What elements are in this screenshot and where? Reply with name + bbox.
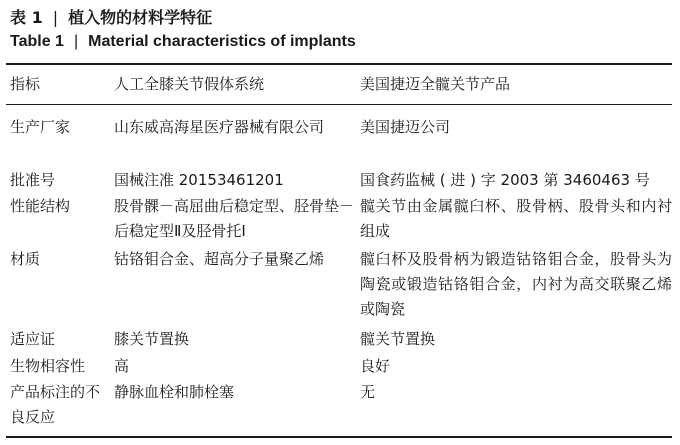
knee-value: 国械注准 20153461201 xyxy=(114,171,284,189)
table-top-rule xyxy=(6,63,672,65)
hip-value: 髋臼杯及股骨柄为锻造钴铬钼合金，股骨头为陶瓷或锻造钴铬钼合金，内衬为高交联聚乙烯或陶瓷 xyxy=(360,250,672,318)
header-hip-product: 美国捷迈全髋关节产品 xyxy=(360,75,511,93)
table-label-cn: 表 1 xyxy=(10,8,43,27)
row-label: 生物相容性 xyxy=(10,357,86,375)
hip-value: 髋关节置换 xyxy=(360,330,436,348)
table-caption-chinese xyxy=(10,5,212,28)
header-knee-system: 人工全膝关节假体系统 xyxy=(114,75,265,93)
row-label: 批准号 xyxy=(10,171,56,189)
table-caption-english xyxy=(10,33,356,51)
hip-value: 髋关节由金属髋臼杯、股骨柄、股骨头和内衬组成 xyxy=(360,197,672,240)
knee-value: 高 xyxy=(114,357,130,375)
hip-value: 国食药监械 ( 进 ) 字 2003 第 3460463 号 xyxy=(360,171,650,189)
row-label: 生产厂家 xyxy=(10,118,71,136)
knee-value: 山东威高海星医疗器械有限公司 xyxy=(114,118,325,136)
knee-value: 股骨髁－高屈曲后稳定型、胫骨垫－后稳定型Ⅱ及胫骨托Ⅰ xyxy=(114,197,355,240)
header-indicator: 指标 xyxy=(10,75,41,93)
caption-separator-en: | xyxy=(73,33,79,50)
knee-value: 膝关节置换 xyxy=(114,330,190,348)
hip-value: 美国捷迈公司 xyxy=(360,118,451,136)
knee-value: 静脉血栓和肺栓塞 xyxy=(114,383,235,401)
table-header-rule xyxy=(6,104,672,105)
hip-value: 无 xyxy=(360,383,376,401)
row-label: 材质 xyxy=(10,250,41,268)
hip-value: 良好 xyxy=(360,357,391,375)
row-label: 性能结构 xyxy=(10,197,71,215)
table-label-en: Table 1 xyxy=(10,33,64,50)
table-bottom-rule xyxy=(6,436,672,438)
caption-separator-cn: | xyxy=(52,8,59,27)
row-label: 适应证 xyxy=(10,330,56,348)
table-title-en: Material characteristics of implants xyxy=(88,33,356,50)
knee-value: 钴铬钼合金、超高分子量聚乙烯 xyxy=(114,250,325,268)
table-title-cn: 植入物的材料学特征 xyxy=(68,8,213,27)
row-label: 产品标注的不良反应 xyxy=(10,383,101,426)
